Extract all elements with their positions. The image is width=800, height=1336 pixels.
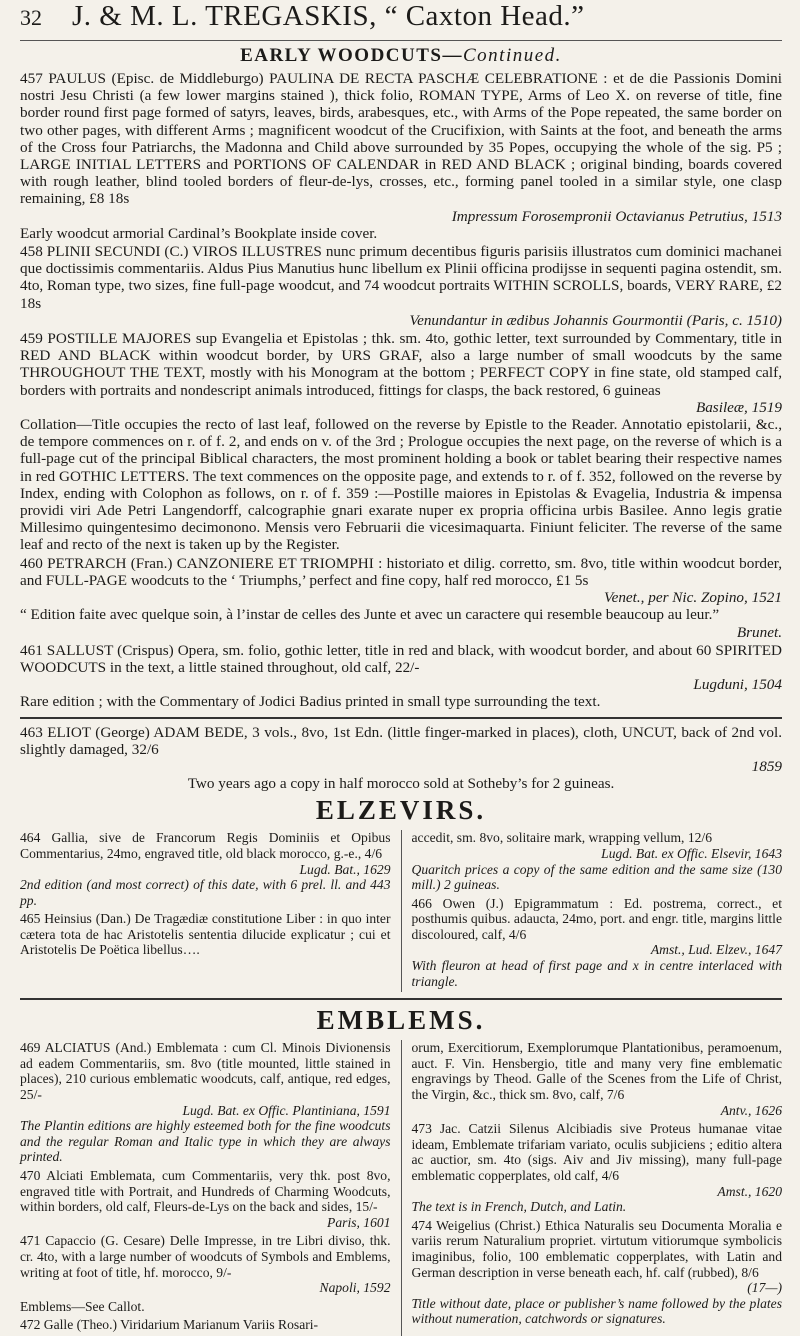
entry-imprint: Venet., per Nic. Zopino, 1521 — [603, 589, 782, 607]
early-woodcuts-entries — [20, 70, 782, 711]
entry-text: 463 ELIOT (George) ADAM BEDE, 3 vols., 8vo, 1st Edn. (little finger-marked in places), cloth, UNCUT, back of 2nd vol. slightly damaged, 32/6 — [20, 723, 782, 758]
divider-rule — [20, 717, 782, 719]
catalogue-entry — [20, 1168, 391, 1230]
catalogue-entry — [20, 830, 391, 908]
entry-imprint: Venundantur in ædibus Johannis Gourmontii (Paris, c. 1510) — [409, 311, 782, 329]
entry-text: 464 Gallia, sive de Francorum Regis Dominiis et Opibus Commentarius, 24mo, engraved title, old black morocco, g.-e., 4/6 — [20, 830, 391, 861]
entry-text: 473 Jac. Catzii Silenus Alcibiadis sive Proteus humanae vitae ideam, Emblemate trifariam variato, oculis subjiciens ; editio altera ac auctior, sm. 4to (sigs. Aiv and Jiv missing), many full-page emblematic copperplates, old calf, 4/6 — [411, 1121, 782, 1184]
entry-imprint: Basileæ, 1519 — [695, 398, 782, 416]
entry-text: 457 PAULUS (Episc. de Middleburgo) PAULINA DE RECTA PASCHÆ CELEBRATIONE : et de die Passionis Domini nostri Jesu Christi (a few lower margins stained ), thick folio, ROMAN TYPE, Arms of Leo X. on reverse of title, fine border round first page formed of satyrs, leaves, birds, arabesques, etc., with Arms of the Pope repeated, the same border on two other pages, with different Arms ; magnificent woodcut of the Crucifixion, with Saints at the foot, and beneath the arms of the Cross four Patriarchs, the Madonna and Child above surrounded by 35 Popes, occupying the whole of the sig. P5 ; LARGE INITIAL LETTERS and PORTIONS OF CALENDAR in RED AND BLACK ; original binding, boards covered with rough leather, blind tooled borders of fleur-de-lys, crosses, etc., forming panel tooled in a similar style, one clasp remaining, £8 18s — [20, 70, 782, 208]
elzevirs-right-column — [412, 830, 783, 992]
catalogue-entry — [20, 911, 391, 958]
page-number: 32 — [20, 5, 42, 30]
column-divider — [401, 1040, 402, 1336]
section-heading-cont: Continued. — [463, 45, 562, 66]
entry-imprint: Paris, 1601 — [327, 1214, 391, 1230]
entry-text: 459 POSTILLE MAJORES sup Evangelia et Epistolas ; thk. sm. 4to, gothic letter, text surrounded by Commentary, title in RED AND BLACK within woodcut border, by URS GRAF, also a large number of small woodcuts by the same THROUGHOUT THE TEXT, mostly with his Monogram at the bottom ; PERFECT COPY in fine state, old stamped calf, borders with portraits and nondescript animals introduced, fittings for clasps, the back restored, 6 guineas — [20, 330, 782, 399]
catalogue-entry — [20, 243, 782, 329]
section-heading-early-woodcuts — [20, 45, 782, 67]
entry-imprint: Lugd. Bat. ex Offic. Elsevir, 1643 — [601, 845, 782, 861]
entry-note: Rare edition ; with the Commentary of Jodici Badius printed in small type surrounding the text. — [20, 693, 601, 711]
entry-text: 471 Capaccio (G. Cesare) Delle Impresse, in tre Libri diviso, thk. cr. 4to, with a large number of woodcuts of Symbols and Emblems, writing at foot of title, hf. morocco, 9/- — [20, 1233, 391, 1280]
running-title: J. & M. L. TREGASKIS, “ Caxton Head.” — [72, 0, 585, 32]
emblems-right-column — [412, 1040, 783, 1336]
catalogue-entry — [20, 330, 782, 554]
catalogue-entry — [20, 1317, 391, 1333]
entry-imprint: Antv., 1626 — [720, 1102, 782, 1118]
entry-text: 470 Alciati Emblemata, cum Commentariis, very thk. post 8vo, engraved title with Portrait, and Hundreds of Charming Woodcuts, within borders, old calf, Fleurs-de-Lys on the back and sides, 15/- — [20, 1168, 391, 1215]
entry-imprint: Napoli, 1592 — [319, 1280, 391, 1296]
catalogue-entry — [412, 1121, 783, 1215]
entry-note: Title without date, place or publisher’s name followed by the plates without numeration, catchwords or signatures. — [411, 1295, 782, 1327]
catalogue-entry-463 — [20, 724, 782, 793]
entry-text: Emblems—See Callot. — [20, 1298, 145, 1314]
elzevirs-left-column — [20, 830, 391, 992]
entry-text: 472 Galle (Theo.) Viridarium Marianum Variis Rosari- — [20, 1317, 319, 1333]
entry-note-source: Brunet. — [736, 623, 782, 641]
entry-note: The text is in French, Dutch, and Latin. — [411, 1199, 627, 1215]
section-heading-elzevirs: ELZEVIRS. — [315, 795, 487, 826]
entry-note: 2nd edition (and most correct) of this date, with 6 prel. ll. and 443 pp. — [20, 877, 391, 908]
catalogue-entry — [20, 1040, 391, 1165]
entry-text: accedit, sm. 8vo, solitaire mark, wrapping vellum, 12/6 — [411, 830, 713, 846]
section-heading-text: EARLY WOODCUTS— — [240, 45, 463, 66]
entry-imprint: 1859 — [751, 757, 782, 775]
catalogue-entry — [20, 1233, 391, 1295]
catalogue-entry — [20, 642, 782, 711]
catalogue-entry — [412, 1040, 783, 1118]
entry-note: The Plantin editions are highly esteemed both for the fine woodcuts and the regular Roman and Italic type in which they are always printed. — [20, 1118, 391, 1165]
catalogue-entry — [412, 1218, 783, 1327]
entry-imprint: Impressum Forosempronii Octavianus Petrutius, 1513 — [451, 207, 782, 225]
entry-note: Collation—Title occupies the recto of last leaf, followed on the reverse by Epistle to the Reader. Annotatio epistolarii, &c., de tempore commences on r. of f. 2, and ends on v. of the 3rd ; Prologue occupies the next page, on the reverse of which is a full-page cut of the principal Biblical characters, the most prominent holding a book or tablet bearing their respective names in red GOTHIC LETTERS. The text commences on the opposite page, and extends to r. of f. 352, followed on the reverse by Index, ending with Colophon as follows, on r. of f. 359 :—Postille maiores in Epistolas & Evagelia, Industria & impensa providi viri Ade Petri Langendorff, calcographie gnari exarate nuper ex propria officina urbis Basilee. Anno legis gratie Millesimo quingentesimo decimonono. Mensis vero Februarii die vicesimaquarta. Finiunt feliciter. The reverse of the same leaf and recto of the next is taken up by the Register. — [20, 416, 782, 554]
divider-rule — [20, 998, 782, 1000]
entry-note: Early woodcut armorial Cardinal’s Bookplate inside cover. — [20, 224, 378, 242]
entry-imprint: Amst., Lud. Elzev., 1647 — [650, 942, 782, 958]
entry-text: 469 ALCIATUS (And.) Emblemata : cum Cl. Minois Divionensis ad eadem Commentariis, sm. 8vo (title mounted, little stained in places), 210 curious emblematic woodcuts, calf, antique, red edges, 25/- — [20, 1040, 391, 1103]
entry-text: 460 PETRARCH (Fran.) CANZONIERE ET TRIOMPHI : historiato et dilig. corretto, sm. 8vo, title within woodcut border, and FULL-PAGE woodcuts to the ‘ Triumphs,’ perfect and fine copy, half red morocco, £1 5s — [20, 554, 782, 589]
entry-imprint: Lugduni, 1504 — [693, 676, 782, 694]
entry-text: 465 Heinsius (Dan.) De Tragædiæ constitutione Liber : in quo inter cætera tota de hac Aristotelis sententia dilucide explicatur ; cui et Aristotelis De Poëtica libellus…. — [20, 911, 391, 958]
catalogue-entry — [20, 1299, 391, 1315]
entry-text: 458 PLINII SECUNDI (C.) VIROS ILLUSTRES nunc primum decentibus figuris parisiis illustratos cum dominici machanei que doctissimis commentariis. Aldus Pius Manutius hunc libellum ex Plinii officina prodijsse in sequenti pagina ostendit, sm. 4to, Roman type, two sizes, fine full-page woodcut, and 74 woodcut portraits WITHIN SCROLLS, boards, VERY RARE, £2 18s — [20, 243, 782, 312]
entry-note: Two years ago a copy in half morocco sold at Sotheby’s for 2 guineas. — [187, 775, 615, 793]
catalogue-entry — [412, 830, 783, 892]
section-heading-emblems: EMBLEMS. — [316, 1005, 486, 1036]
entry-note: “ Edition faite avec quelque soin, à l’instar de celles des Junte et avec un caractere qui resemble beaucoup au leur.” — [20, 606, 720, 624]
catalogue-entry — [20, 70, 782, 242]
entry-text: 461 SALLUST (Crispus) Opera, sm. folio, gothic letter, title in red and black, with woodcut border, and about 60 SPIRITED WOODCUTS in the text, a little stained throughout, old calf, 22/- — [20, 641, 782, 676]
entry-text: orum, Exercitiorum, Exemplorumque Plantationibus, peramoenum, auct. F. Vin. Hensbergio, title and many very fine emblematic engravings by Theod. Galle of the Scenes from the Life of Christ, the Virgin, &c., thick sm. 8vo, calf, 7/6 — [411, 1040, 782, 1103]
entry-imprint: (17—) — [747, 1280, 782, 1296]
entry-imprint: Lugd. Bat., 1629 — [299, 861, 391, 877]
running-head — [20, 0, 782, 41]
emblems-columns — [20, 1040, 782, 1336]
emblems-left-column — [20, 1040, 391, 1336]
elzevirs-columns — [20, 830, 782, 992]
catalogue-entry — [412, 896, 783, 990]
entry-text: 474 Weigelius (Christ.) Ethica Naturalis seu Documenta Moralia e variis rerum Naturalium propriet. virtutum vitiorumque symbolicis imaginibus, folio, 100 emblematic copperplates, with Latin and German description in verse beneath each, hf. calf (rubbed), 8/6 — [411, 1217, 782, 1280]
entry-imprint: Amst., 1620 — [717, 1183, 782, 1199]
catalogue-entry — [20, 555, 782, 641]
column-divider — [401, 830, 402, 992]
entry-text: 466 Owen (J.) Epigrammatum : Ed. postrema, correct., et posthumis quibus. adaucta, 24mo, port. and engr. title, margins little discoloured, calf, 4/6 — [411, 895, 782, 942]
entry-imprint: Lugd. Bat. ex Offic. Plantiniana, 1591 — [182, 1102, 391, 1118]
entry-note: With fleuron at head of first page and x in centre interlaced with triangle. — [411, 958, 782, 989]
entry-note: Quaritch prices a copy of the same edition and the same size (130 mill.) 2 guineas. — [411, 861, 782, 893]
